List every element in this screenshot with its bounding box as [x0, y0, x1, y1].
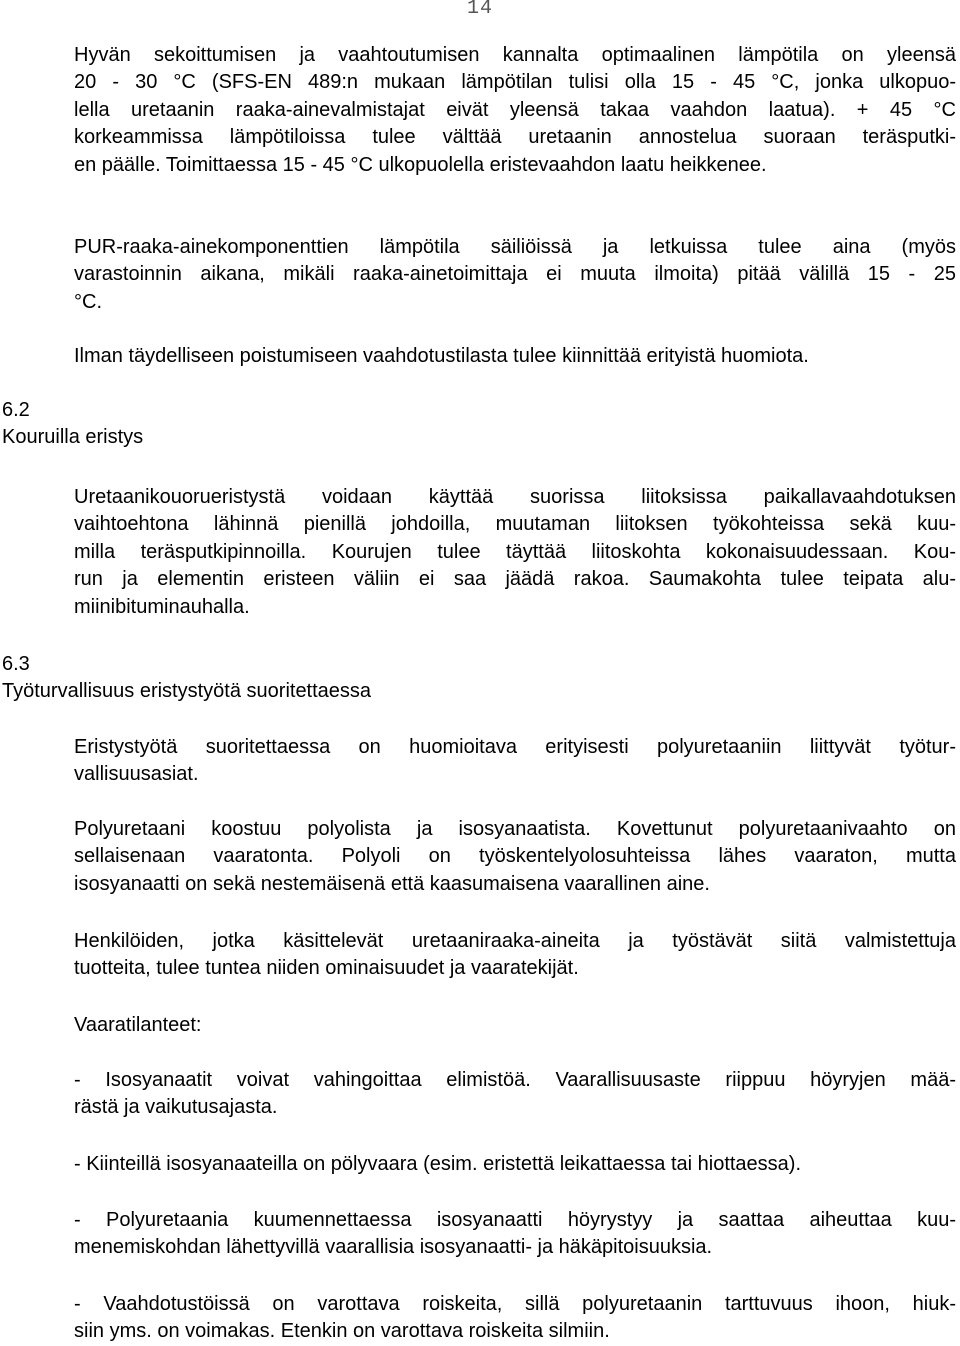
- text-line: - Polyuretaania kuumennettaessa isosyanaatti höyrystyy ja saattaa aiheuttaa kuu-: [74, 1209, 956, 1231]
- text-line: miinibituminauhalla.: [74, 595, 250, 618]
- text-line: vallisuusasiat.: [74, 763, 199, 786]
- paragraph-air-removal: [74, 343, 956, 370]
- text-line: Polyuretaani koostuu polyolista ja isosyanaatista. Kovettunut polyuretaanivaahto on: [74, 818, 956, 840]
- paragraph-handler-knowledge: [74, 928, 956, 983]
- text-line: Vaaratilanteet:: [74, 1014, 202, 1036]
- text-line: varastoinnin aikana, mikäli raaka-ainetoimittaja ei muuta ilmoita) pitää välillä 15 - 25: [74, 263, 956, 286]
- paragraph-component-temperature: [74, 234, 956, 316]
- section-number: 6.3: [2, 653, 30, 675]
- text-line: sellaisenaan vaaratonta. Polyoli on työskentelyolosuhteissa lähes vaaraton, mutta: [74, 845, 956, 868]
- text-line: siin yms. on voimakas. Etenkin on varottava roiskeita silmiin.: [74, 1320, 610, 1343]
- text-line: isosyanaatti on sekä nestemäisenä että kaasumaisena vaarallinen aine.: [74, 872, 710, 895]
- text-line: vaihtoehtona lähinnä pienillä johdoilla, muutaman liitoksen työkohteissa sekä kuu-: [74, 513, 956, 536]
- hazards-heading: [74, 1012, 956, 1039]
- paragraph-polyurethane-composition: [74, 816, 956, 898]
- hazard-item-splashes: [74, 1291, 956, 1346]
- text-line: 20 - 30 °C (SFS-EN 489:n mukaan lämpötilan tulisi olla 15 - 45 °C, jonka ulkopuo-: [74, 71, 956, 94]
- text-line: lella uretaanin raaka-ainevalmistajat eivät yleensä takaa vaahdon laatua). + 45 °C: [74, 98, 956, 121]
- text-line: milla teräsputkipinnoilla. Kourujen tulee täyttää liitoskohta kokonaisuudessaan. Kou-: [74, 540, 956, 563]
- hazard-item-heating: [74, 1207, 956, 1262]
- text-line: °C.: [74, 290, 102, 313]
- text-line: tuotteita, tulee tuntea niiden ominaisuudet ja vaaratekijät.: [74, 957, 579, 980]
- text-line: PUR-raaka-ainekomponenttien lämpötila säiliöissä ja letkuissa tulee aina (myös: [74, 236, 956, 258]
- page-number: 14: [466, 0, 493, 20]
- text-line: Ilman täydelliseen poistumiseen vaahdotustilasta tulee kiinnittää erityistä huomiota.: [74, 345, 809, 367]
- section-number: 6.2: [2, 399, 30, 421]
- text-line: Henkilöiden, jotka käsittelevät uretaaniraaka-aineita ja työstävät siitä valmistettuja: [74, 930, 956, 952]
- paragraph-optimal-temperature: [74, 42, 956, 179]
- text-line: Hyvän sekoittumisen ja vaahtoutumisen kannalta optimaalinen lämpötila on yleensä: [74, 44, 956, 66]
- text-line: Eristystyötä suoritettaessa on huomioitava erityisesti polyuretaaniin liittyvät työtur-: [74, 736, 956, 758]
- text-line: korkeammissa lämpötiloissa tulee välttää uretaanin annostelua suoraan teräsputki-: [74, 126, 956, 149]
- hazard-item-isocyanates: [74, 1067, 956, 1122]
- text-line: en päälle. Toimittaessa 15 - 45 °C ulkopuolella eristevaahdon laatu heikkenee.: [74, 153, 767, 176]
- paragraph-channel-insulation: [74, 484, 956, 621]
- paragraph-safety-intro: [74, 734, 956, 789]
- text-line: - Kiinteillä isosyanaateilla on pölyvaara (esim. eristettä leikattaessa tai hiottaessa).: [74, 1153, 802, 1175]
- text-line: Uretaanikouorueristystä voidaan käyttää suorissa liitoksissa paikallavaahdotuksen: [74, 486, 956, 508]
- section-heading-6-2: [2, 397, 143, 451]
- hazard-item-dust: [74, 1151, 956, 1178]
- text-line: - Vaahdotustöissä on varottava roiskeita, sillä polyuretaanin tarttuvuus ihoon, hiuk-: [74, 1293, 956, 1315]
- text-line: run ja elementin eristeen väliin ei saa jäädä rakoa. Saumakohta tulee teipata alu-: [74, 568, 956, 591]
- text-line: - Isosyanaatit voivat vahingoittaa elimistöä. Vaarallisuusaste riippuu höyryjen mää-: [74, 1069, 956, 1091]
- section-heading-6-3: [2, 651, 371, 705]
- section-title: Kouruilla eristys: [2, 426, 144, 448]
- section-title: Työturvallisuus eristystyötä suoritettaessa: [2, 680, 372, 702]
- text-line: rästä ja vaikutusajasta.: [74, 1096, 278, 1119]
- text-line: menemiskohdan lähettyvillä vaarallisia isosyanaatti- ja häkäpitoisuuksia.: [74, 1236, 713, 1259]
